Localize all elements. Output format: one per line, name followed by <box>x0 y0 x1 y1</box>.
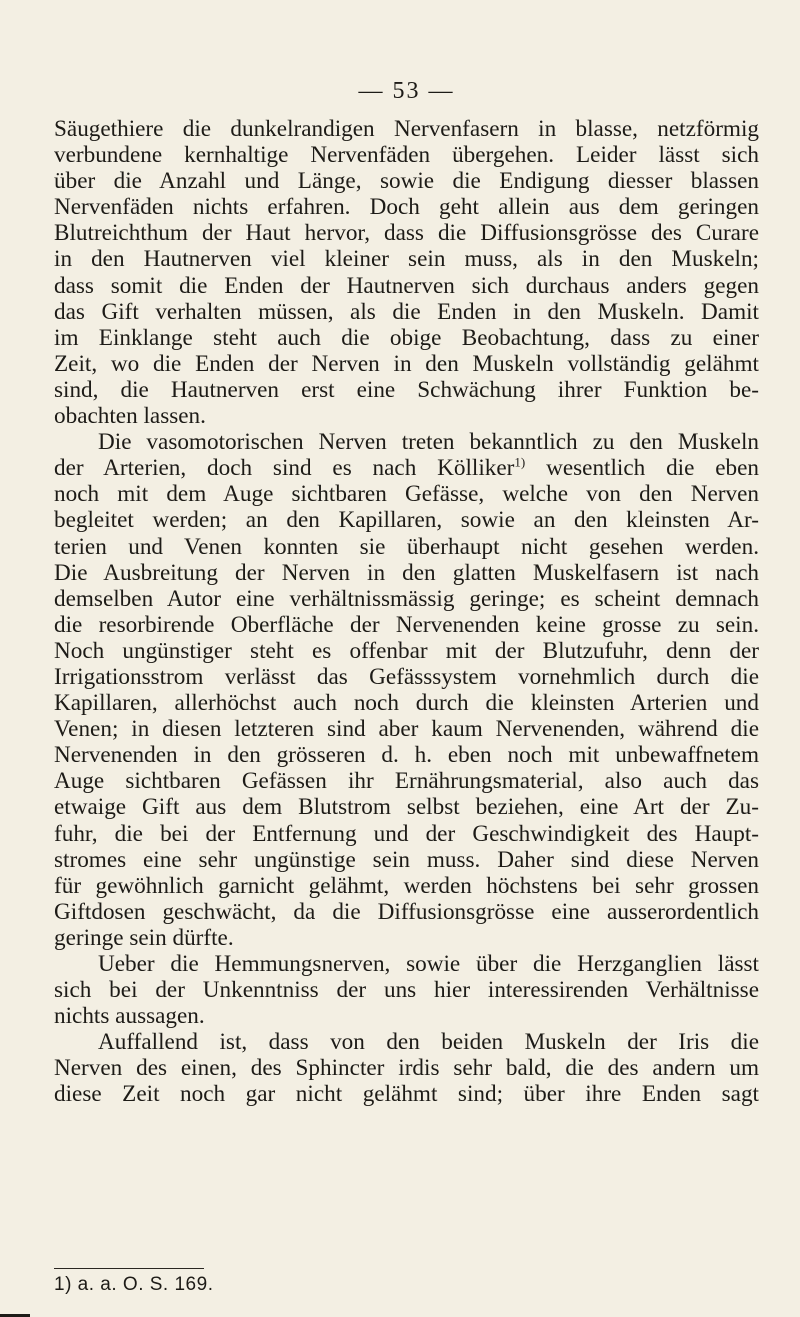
text-line: nichts aussagen. <box>54 1003 205 1030</box>
text-line: Auge sichtbaren Gefässen ihr Ernährungsmaterial, also auch das <box>54 768 759 795</box>
text-line: Nerven des einen, des Sphincter irdis sehr bald, die des andern um <box>54 1055 759 1082</box>
text-line: stromes eine sehr ungünstige sein muss. Daher sind diese Nerven <box>54 846 759 873</box>
text-line: Kapillaren, allerhöchst auch noch durch die kleinsten Arterien und <box>54 690 759 717</box>
text-line: Die vasomotorischen Nerven treten bekanntlich zu den Muskeln <box>98 429 759 456</box>
text-line: terien und Venen konnten sie überhaupt nicht gesehen werden. <box>54 533 759 560</box>
text-line: für gewöhnlich garnicht gelähmt, werden höchstens bei sehr grossen <box>54 872 759 899</box>
text-line: Giftdosen geschwächt, da die Diffusionsgrösse eine ausserordentlich <box>54 898 759 925</box>
text-line: etwaige Gift aus dem Blutstrom selbst beziehen, eine Art der Zu- <box>54 794 759 821</box>
text-line: noch mit dem Auge sichtbaren Gefässe, welche von den Nerven <box>54 481 759 508</box>
text-line: über die Anzahl und Länge, sowie die Endigung diesser blassen <box>54 168 759 195</box>
text-segment: wesentlich die eben <box>525 455 759 482</box>
paragraph <box>54 116 759 429</box>
text-line: diese Zeit noch gar nicht gelähmt sind; über ihre Enden sagt <box>54 1081 759 1108</box>
text-line: Auffallend ist, dass von den beiden Muskeln der Iris die <box>98 1029 759 1056</box>
text-line: Zeit, wo die Enden der Nerven in den Muskeln vollständig gelähmt <box>54 350 759 377</box>
text-line: in den Hautnerven viel kleiner sein muss, als in den Muskeln; <box>54 246 759 273</box>
text-line: sind, die Hautnerven erst eine Schwächung ihrer Funktion be- <box>54 376 759 403</box>
text-line: im Einklange steht auch die obige Beobachtung, dass zu einer <box>54 324 759 351</box>
text-line: verbundene kernhaltige Nervenfäden übergehen. Leider lässt sich <box>54 142 759 169</box>
text-line: dass somit die Enden der Hautnerven sich durchaus anders gegen <box>54 272 759 299</box>
text-line: geringe sein dürfte. <box>54 924 234 951</box>
text-segment: der Arterien, doch sind es nach Kölliker <box>54 455 515 482</box>
paragraph <box>54 1029 759 1107</box>
body-text <box>54 116 759 1108</box>
text-line: Säugethiere die dunkelrandigen Nervenfasern in blasse, netzförmig <box>54 116 759 142</box>
text-line: die resorbirende Oberfläche der Nervenenden keine grosse zu sein. <box>54 611 759 638</box>
footnote-reference[interactable]: 1) <box>514 454 526 470</box>
text-line: Nervenenden in den grösseren d. h. eben noch mit unbewaffnetem <box>54 742 759 769</box>
text-line: Venen; in diesen letzteren sind aber kaum Nervenenden, während die <box>54 716 759 743</box>
text-line: demselben Autor eine verhältnissmässig geringe; es scheint demnach <box>54 585 759 612</box>
text-line: Blutreichthum der Haut hervor, dass die Diffusionsgrösse des Curare <box>54 220 759 247</box>
paragraph <box>54 951 759 1029</box>
text-line: Die Ausbreitung der Nerven in den glatten Muskelfasern ist nach <box>54 559 759 586</box>
text-line: Noch ungünstiger steht es offenbar mit der Blutzufuhr, denn der <box>54 637 759 664</box>
text-line: Ueber die Hemmungsnerven, sowie über die Herzganglien lässt <box>98 951 759 977</box>
text-line: Irrigationsstrom verlässt das Gefässsystem vornehmlich durch die <box>54 663 759 690</box>
footnote: 1) a. a. O. S. 169. <box>54 1274 214 1295</box>
text-line: fuhr, die bei der Entfernung und der Geschwindigkeit des Haupt- <box>54 820 759 847</box>
text-line: Nervenfäden nichts erfahren. Doch geht allein aus dem geringen <box>54 194 759 221</box>
page-number: — 53 — <box>358 78 455 104</box>
paragraph <box>54 429 759 951</box>
footnote-divider <box>54 1268 204 1269</box>
text-line: sich bei der Unkenntniss der uns hier interessirenden Verhältnisse <box>54 977 759 1004</box>
text-line: das Gift verhalten müssen, als die Enden in den Muskeln. Damit <box>54 298 759 325</box>
text-line-with-footnote-ref <box>54 455 759 481</box>
text-line: begleitet werden; an den Kapillaren, sowie an den kleinsten Ar- <box>54 507 759 534</box>
text-line: obachten lassen. <box>54 403 206 430</box>
